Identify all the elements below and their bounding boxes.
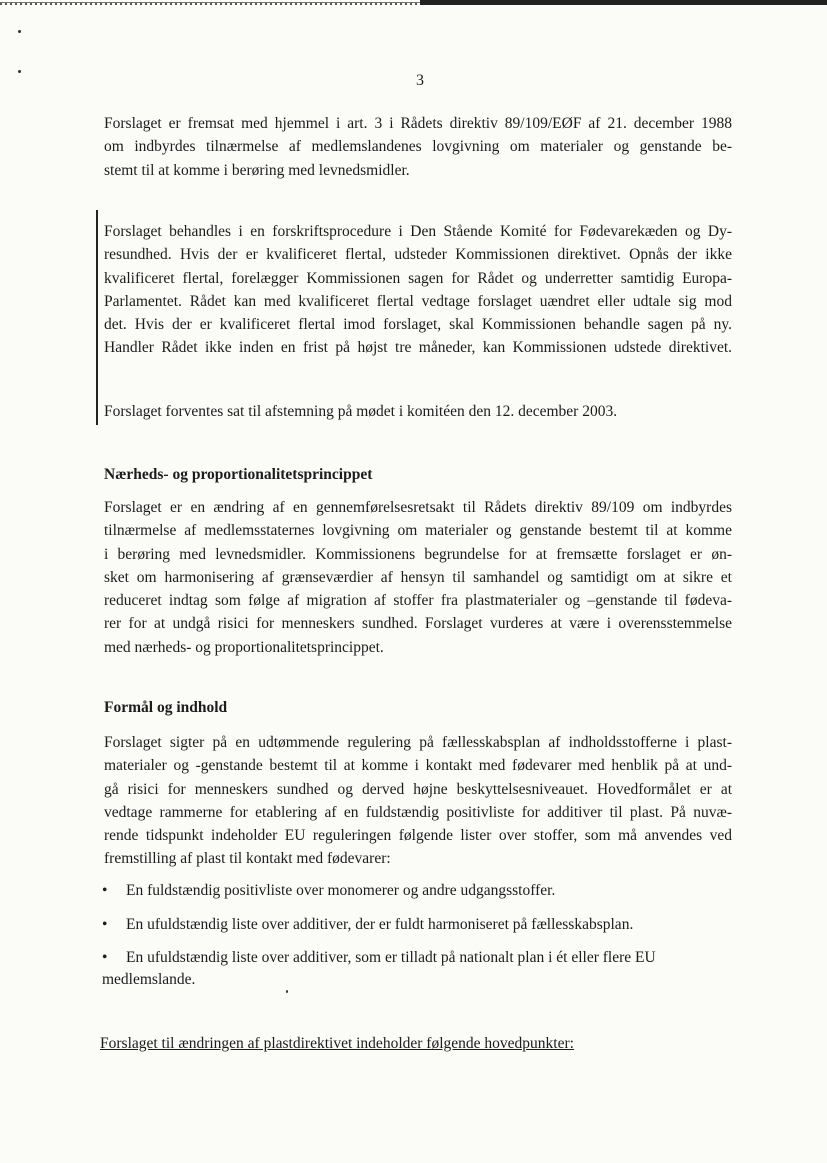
paragraph-vote-expected [104, 400, 732, 423]
text-line: med nærheds- og proportionalitetsprincippet. [104, 638, 384, 656]
text-line: Parlamentet. Rådet kan med kvalificeret flertal vedtage forslaget uændret eller udtale sig mod [104, 292, 732, 310]
text-line: resundhed. Hvis der er kvalificeret flertal, udsteder Kommissionen direktivet. Opnås der ikke [104, 246, 732, 264]
text-line: materialer og -genstande bestemt til at komme i kontakt med fødevarer med henblik på at und- [104, 757, 732, 775]
list-item-continuation: medlemslande. [102, 971, 196, 988]
text-line: Handler Rådet ikke inden en frist på højst tre måneder, kan Kommissionen udstede direktivet. [104, 339, 732, 357]
scan-speck [18, 30, 21, 33]
revision-change-bar [96, 210, 98, 425]
text-line: reduceret indtag som følge af migration af stoffer fra plastmaterialer og –genstande til fødeva- [104, 592, 732, 610]
text-line: det. Hvis der er kvalificeret flertal imod forslaget, skal Kommissionen behandle sagen på ny. [104, 316, 732, 334]
paragraph-legal-basis [104, 112, 732, 182]
section-heading: Nærheds- og proportionalitetsprincippet [104, 466, 373, 483]
list-item-text: En ufuldstændig liste over additiver, der er fuldt harmoniseret på fællesskabsplan. [126, 916, 634, 933]
bullet-icon: • [102, 916, 108, 933]
text-line: sket om harmonisering af grænseværdier af hensyn til samhandel og samtidigt om at sikre et [104, 568, 732, 586]
text-line: tilnærmelse af medlemsstaternes lovgivning om materialer og genstande bestemt til at komme [104, 522, 732, 540]
bullet-icon: • [102, 949, 108, 966]
text-line: om indbyrdes tilnærmelse af medlemslandenes lovgivning om materialer og genstande be- [104, 138, 732, 156]
text-line: rende tidspunkt indeholder EU reguleringen følgende lister over stoffer, som må anvendes ved [104, 827, 732, 845]
underlined-lead-in: Forslaget til ændringen af plastdirektivet indeholder følgende hovedpunkter: [100, 1035, 574, 1052]
list-item [102, 913, 633, 936]
text-line: rer for at undgå risici for menneskers sundhed. Forslaget vurderes at være i overensstemmelse [104, 615, 732, 633]
section-heading: Formål og indhold [104, 699, 228, 716]
bullet-icon: • [102, 882, 108, 899]
scan-speck [286, 990, 288, 993]
list-item-text: En fuldstændig positivliste over monomerer og andre udgangsstoffer. [126, 882, 556, 899]
text-line: vedtage rammerne for etablering af en fuldstændig positivliste for additiver til plast. På nuvæ- [104, 803, 732, 821]
paragraph-purpose [104, 731, 732, 871]
text-line: Forslaget sigter på en udtømmende regulering på fællesskabsplan af indholdsstofferne i plast- [104, 734, 732, 751]
text-line: Forslaget behandles i en forskriftsprocedure i Den Stående Komité for Fødevarekæden og Dy- [104, 223, 732, 240]
list-item [102, 879, 555, 902]
list-item [102, 946, 656, 969]
paragraph-procedure [104, 220, 732, 360]
text-line: Forslaget forventes sat til afstemning på mødet i komitéen den 12. december 2003. [104, 403, 618, 420]
text-line: i berøring med levnedsmidler. Kommissionens begrundelse for at fremsætte forslaget er øn- [104, 545, 732, 563]
page-number: 3 [416, 72, 424, 89]
text-line: Forslaget er en ændring af en gennemførelsesretsakt til Rådets direktiv 89/109 om indbyrdes [104, 499, 732, 516]
list-item-text: En ufuldstændig liste over additiver, som er tilladt på nationalt plan i ét eller flere EU [126, 949, 656, 966]
text-line: Forslaget er fremsat med hjemmel i art. 3 i Rådets direktiv 89/109/EØF af 21. december 1988 [104, 115, 732, 132]
text-line: fremstilling af plast til kontakt med fødevarer: [104, 850, 391, 868]
paragraph-subsidiarity [104, 496, 732, 659]
text-line: kvalificeret flertal, forelægger Kommissionen sagen for Rådet og underretter samtidig Europa- [104, 269, 732, 287]
scan-top-border [0, 0, 827, 7]
text-line: gå risici for menneskers sundhed og derved højne beskyttelsesniveauet. Hovedformålet er at [104, 780, 732, 798]
scan-speck [18, 70, 21, 73]
text-line: stemt til at komme i berøring med levnedsmidler. [104, 161, 410, 179]
